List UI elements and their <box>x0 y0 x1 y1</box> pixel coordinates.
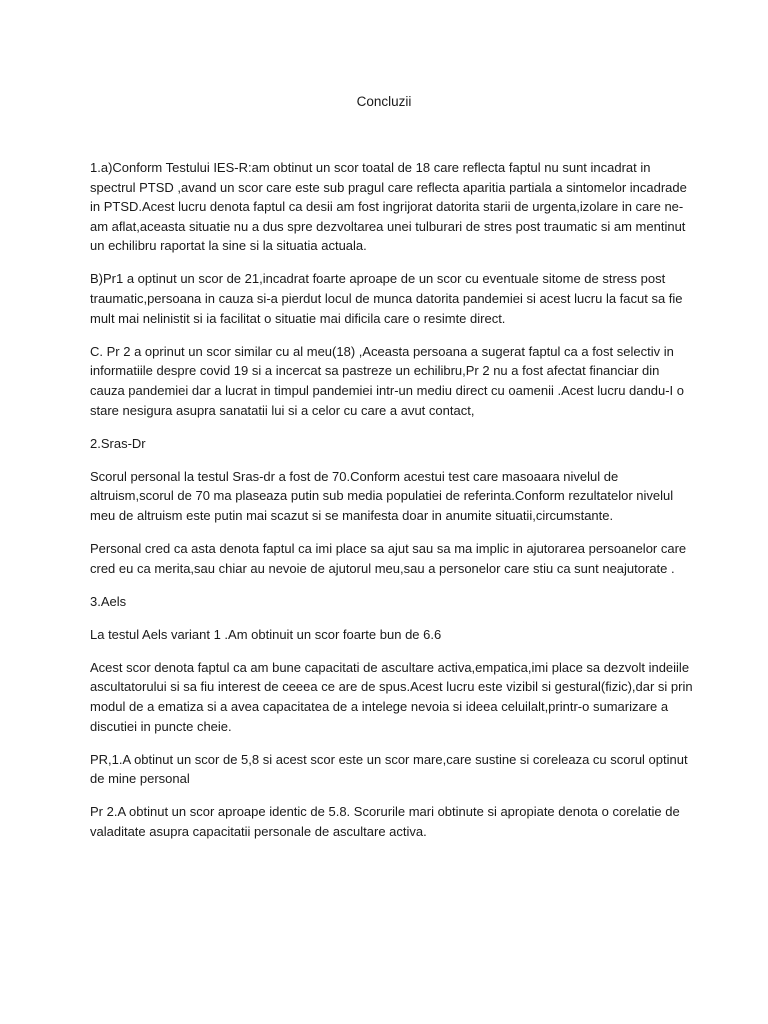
paragraph <box>90 467 690 526</box>
text-line: cauza pandemiei dar a lucrat in timpul pandemiei intr-un mediu direct cu oamenii .Acest lucru dandu-I o <box>90 382 684 398</box>
text-line: PR,1.A obtinut un scor de 5,8 si acest scor este un scor mare,care sustine si coreleaza cu scorul optinut <box>90 751 688 767</box>
paragraph <box>90 158 690 256</box>
text-line: 1.a)Conform Testului IES-R:am obtinut un scor toatal de 18 care reflecta faptul nu sunt incadrat in <box>90 160 651 175</box>
text-line: La testul Aels variant 1 .Am obtinuit un scor foarte bun de 6.6 <box>90 626 442 642</box>
paragraph <box>90 539 690 578</box>
text-line: modul de a ematiza si a avea capacitatea de a intelege nevoia si ideea celuilalt,printr-o sumarizare a <box>90 699 669 715</box>
text-line: Pr 2.A obtinut un scor aproape identic de 5.8. Scorurile mari obtinute si apropiate denota o corelatie de <box>90 804 680 820</box>
document-body <box>90 158 693 855</box>
paragraph <box>90 592 690 612</box>
text-line: B)Pr1 a optinut un scor de 21,incadrat foarte aproape de un scor cu eventuale sitome de stress post <box>90 271 666 287</box>
document-title: Concluzii <box>356 94 412 109</box>
text-line: Personal cred ca asta denota faptul ca imi place sa ajut sau sa ma implic in ajutorarea persoanelor care <box>90 541 687 556</box>
text-line: de mine personal <box>90 771 190 787</box>
text-line: C. Pr 2 a oprinut un scor similar cu al meu(18) ,Aceasta persoana a sugerat faptul ca a fost selectiv in <box>90 343 674 359</box>
text-line: spectrul PTSD ,avand un scor care este sub pragul care reflecta aparitia partiala a sintomelor incadrade <box>90 179 687 195</box>
text-line: 2.Sras-Dr <box>90 435 146 451</box>
paragraph <box>90 802 690 841</box>
text-line: un echilibru raportat la sine si la situatia actuala. <box>90 238 367 254</box>
paragraph <box>90 269 690 328</box>
text-line: stare nesigura asupra sanatatii lui si a celor cu care a avut contact, <box>90 402 475 418</box>
paragraph <box>90 342 690 420</box>
text-line: valaditate asupra capacitatii personale de ascultare activa. <box>90 824 427 840</box>
paragraph <box>90 750 690 789</box>
paragraph <box>90 625 690 645</box>
text-line: traumatic,persoana in cauza si-a pierdut locul de munca datorita pandemiei si acest lucru la facut sa fie <box>90 291 683 307</box>
text-line: Scorul personal la testul Sras-dr a fost de 70.Conform acestui test care masoaara nivelul de <box>90 468 619 484</box>
text-line: ascultatorului si sa fiu interest de ceeea ce are de spus.Acest lucru este vizibil si gestural(fizic),dar si prin <box>90 679 693 695</box>
text-line: 3.Aels <box>90 593 127 609</box>
text-line: Acest scor denota faptul ca am bune capacitati de ascultare activa,empatica,imi place sa dezvolt indeiile <box>90 659 690 675</box>
paragraph <box>90 658 693 736</box>
text-line: mult mai nelinistit si ia facilitat o situatie mai dificila care o resimte direct. <box>90 310 506 326</box>
text-line: informatiile despre covid 19 si a incercat sa pastreze un echilibru,Pr 2 nu a fost afectat financiar din <box>90 363 660 379</box>
text-line: am aflat,aceasta situatie nu a dus spre dezvoltarea unei tulburari de stres post traumatic si am mentinut <box>90 218 686 234</box>
text-line: in PTSD.Acest lucru denota faptul ca desii am fost ingrijorat datorita starii de urgenta,izolare in care ne- <box>90 199 684 215</box>
text-line: cred eu ca merita,sau chiar au nevoie de ajutorul meu,sau a personelor care stiu ca sunt neajutorate . <box>90 560 675 576</box>
text-line: meu de altruism este putin mai scazut si se manifesta doar in anumite situatii,circumstante. <box>90 507 614 523</box>
text-line: altruism,scorul de 70 ma plaseaza putin sub media populatiei de referinta.Conform rezultatelor nivelul <box>90 488 674 504</box>
text-line: discutiei in puncte cheie. <box>90 718 232 734</box>
paragraph <box>90 434 690 454</box>
